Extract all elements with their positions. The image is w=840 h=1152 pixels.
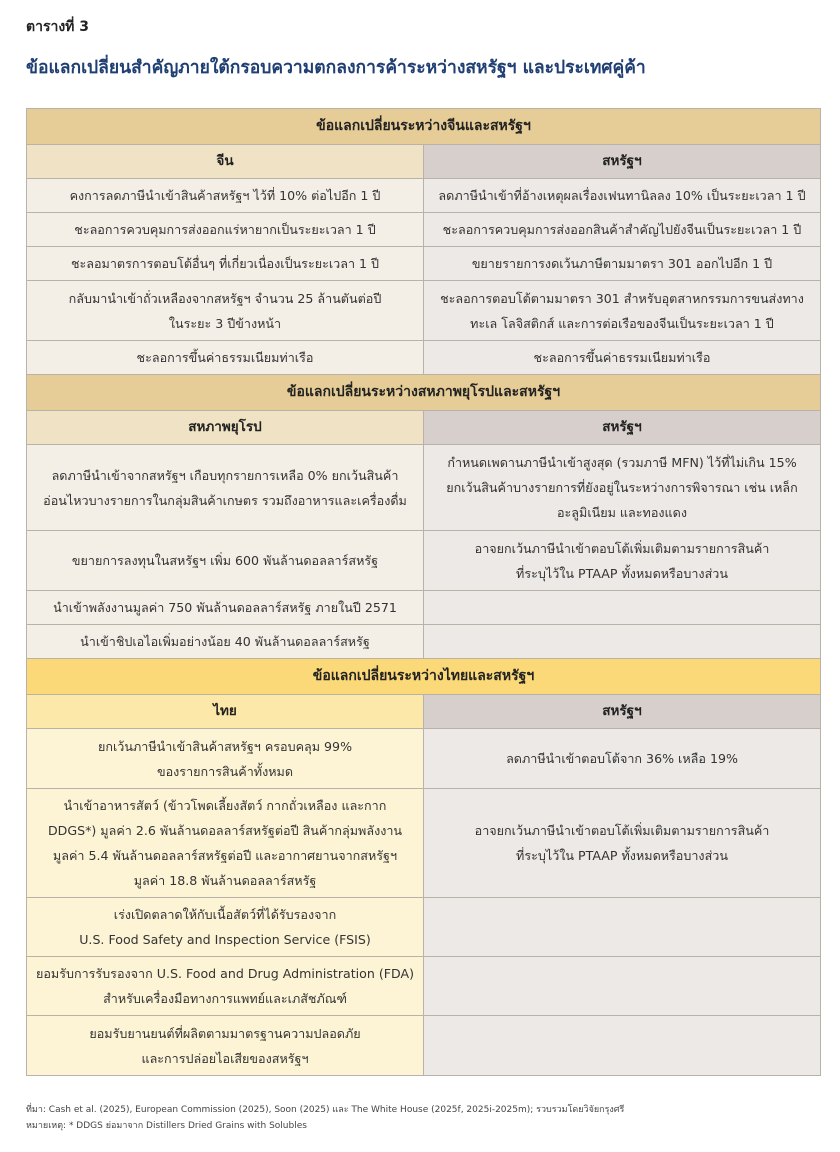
cell-left [27,898,424,957]
cell-line: นำเข้าอาหารสัตว์ (ข้าวโพดเลี้ยงสัตว์ กากถั่วเหลือง และกาก [63,798,387,813]
cell-line: อาจยกเว้นภาษีนำเข้าตอบโต้เพิ่มเติมตามรายการสินค้า [474,540,770,556]
column-header-row [27,695,821,729]
cell-line: อาจยกเว้นภาษีนำเข้าตอบโต้เพิ่มเติมตามรายการสินค้า [474,823,770,838]
table-row [27,898,821,957]
cell-line: กลับมานำเข้าถั่วเหลืองจากสหรัฐฯ จำนวน 25 ล้านตันต่อปี [68,290,382,306]
table-row [27,957,821,1016]
cell-left [27,247,424,281]
cell-line: ชะลอการขึ้นค่าธรรมเนียมท่าเรือ [533,350,711,365]
cell-left [27,281,424,341]
cell-line: กำหนดเพดานภาษีนำเข้าสูงสุด (รวมภาษี MFN) ไว้ที่ไม่เกิน 15% [447,455,797,470]
table-row [27,213,821,247]
cell-left [27,625,424,659]
cell-line: ลดภาษีนำเข้าตอบโต้จาก 36% เหลือ 19% [506,751,738,766]
table-number: ตารางที่ 3 [26,19,90,35]
table-title: ข้อแลกเปลี่ยนสำคัญภายใต้กรอบความตกลงการค้าระหว่างสหรัฐฯ และประเทศคู่ค้า [26,58,646,78]
cell-right [424,898,821,957]
table-row [27,179,821,213]
section-heading: ข้อแลกเปลี่ยนระหว่างไทยและสหรัฐฯ [27,659,821,695]
section-heading-row [27,659,821,695]
cell-line: ของรายการสินค้าทั้งหมด [156,763,294,779]
cell-right [424,729,821,789]
cell-line: อะลูมิเนียม และทองแดง [556,505,687,520]
cell-line: นำเข้าชิปเอไอเพิ่มอย่างน้อย 40 พันล้านดอลลาร์สหรัฐ [80,634,370,649]
cell-right [424,591,821,625]
section-heading: ข้อแลกเปลี่ยนระหว่างจีนและสหรัฐฯ [27,109,821,145]
cell-left [27,179,424,213]
table-row [27,789,821,898]
cell-line: ที่ระบุไว้ใน PTAAP ทั้งหมดหรือบางส่วน [516,848,728,863]
cell-line: ชะลอการขึ้นค่าธรรมเนียมท่าเรือ [136,350,314,365]
cell-line: คงการลดภาษีนำเข้าสินค้าสหรัฐฯ ไว้ที่ 10% ต่อไปอีก 1 ปี [69,188,381,203]
footnote: หมายเหตุ: * DDGS ย่อมาจาก Distillers Dried Grains with Solubles [26,1121,307,1131]
column-header-row [27,411,821,445]
table-row [27,445,821,531]
table-row [27,247,821,281]
cell-left [27,531,424,591]
cell-line: และการปล่อยไอเสียของสหรัฐฯ [141,1050,309,1066]
table-row [27,625,821,659]
cell-line: ชะลอการตอบโต้ตามมาตรา 301 สำหรับอุตสาหกรรมการขนส่งทาง [440,290,804,306]
cell-right [424,957,821,1016]
column-header-right: สหรัฐฯ [424,695,821,729]
cell-right [424,213,821,247]
cell-right [424,341,821,375]
cell-right [424,179,821,213]
cell-right [424,625,821,659]
column-header-left: สหภาพยุโรป [27,411,424,445]
cell-line: ชะลอการควบคุมการส่งออกแร่หายากเป็นระยะเวลา 1 ปี [74,222,376,237]
column-header-left: จีน [27,145,424,179]
cell-left [27,789,424,898]
column-header-right: สหรัฐฯ [424,411,821,445]
section-heading-row [27,375,821,411]
column-header-left: ไทย [27,695,424,729]
cell-line: ชะลอมาตรการตอบโต้อื่นๆ ที่เกี่ยวเนื่องเป็นระยะเวลา 1 ปี [70,256,380,271]
cell-line: ยกเว้นภาษีนำเข้าสินค้าสหรัฐฯ ครอบคลุม 99% [97,738,353,754]
cell-line: อ่อนไหวบางรายการในกลุ่มสินค้าเกษตร รวมถึงอาหารและเครื่องดื่ม [43,492,407,508]
cell-line: DDGS*) มูลค่า 2.6 พันล้านดอลลาร์สหรัฐต่อปี สินค้ากลุ่มพลังงาน [47,823,403,838]
cell-line: สำหรับเครื่องมือทางการแพทย์และเภสัชภัณฑ์ [103,991,347,1006]
cell-line: ที่ระบุไว้ใน PTAAP ทั้งหมดหรือบางส่วน [516,565,728,581]
cell-line: ชะลอการควบคุมการส่งออกสินค้าสำคัญไปยังจีนเป็นระยะเวลา 1 ปี [442,222,802,237]
cell-line: ลดภาษีนำเข้าที่อ้างเหตุผลเรื่องเฟนทานิลลง 10% เป็นระยะเวลา 1 ปี [438,188,806,203]
cell-left [27,341,424,375]
cell-line: ขยายการลงทุนในสหรัฐฯ เพิ่ม 600 พันล้านดอลลาร์สหรัฐ [71,553,379,568]
cell-line: มูลค่า 5.4 พันล้านดอลลาร์สหรัฐต่อปี และอากาศยานจากสหรัฐฯ [52,848,398,863]
cell-line: ลดภาษีนำเข้าจากสหรัฐฯ เกือบทุกรายการเหลือ 0% ยกเว้นสินค้า [51,467,399,483]
table-row [27,341,821,375]
cell-left [27,957,424,1016]
table-row [27,531,821,591]
table-row [27,591,821,625]
table-row [27,729,821,789]
cell-line: ยกเว้นสินค้าบางรายการที่ยังอยู่ในระหว่างการพิจารณา เช่น เหล็ก [446,480,798,495]
cell-right [424,1016,821,1076]
section-heading: ข้อแลกเปลี่ยนระหว่างสหภาพยุโรปและสหรัฐฯ [27,375,821,411]
comparison-table [26,108,821,1076]
column-header-right: สหรัฐฯ [424,145,821,179]
cell-right [424,247,821,281]
cell-line: มูลค่า 18.8 พันล้านดอลลาร์สหรัฐ [133,873,317,888]
cell-line: เร่งเปิดตลาดให้กับเนื้อสัตว์ที่ได้รับรองจาก [113,907,337,922]
cell-right [424,281,821,341]
table-row [27,281,821,341]
source-note: ที่มา: Cash et al. (2025), European Commission (2025), Soon (2025) และ The White House (2025f, 2025i-2025m); รวบรวมโดยวิจัยกรุงศรี [26,1105,625,1115]
cell-right [424,531,821,591]
table-row [27,1016,821,1076]
cell-left [27,1016,424,1076]
cell-right [424,445,821,531]
cell-right [424,789,821,898]
cell-line: U.S. Food Safety and Inspection Service (FSIS) [79,932,371,947]
column-header-row [27,145,821,179]
cell-left [27,445,424,531]
section-heading-row [27,109,821,145]
cell-left [27,729,424,789]
cell-line: นำเข้าพลังงานมูลค่า 750 พันล้านดอลลาร์สหรัฐ ภายในปี 2571 [53,600,397,615]
cell-line: ทะเล โลจิสติกส์ และการต่อเรือของจีนเป็นระยะเวลา 1 ปี [470,315,774,331]
cell-left [27,213,424,247]
cell-left [27,591,424,625]
cell-line: ยอมรับยานยนต์ที่ผลิตตามมาตรฐานความปลอดภัย [89,1025,361,1041]
cell-line: ยอมรับการรับรองจาก U.S. Food and Drug Administration (FDA) [35,966,415,981]
cell-line: ขยายรายการงดเว้นภาษีตามมาตรา 301 ออกไปอีก 1 ปี [471,256,773,271]
cell-line: ในระยะ 3 ปีข้างหน้า [168,315,282,331]
